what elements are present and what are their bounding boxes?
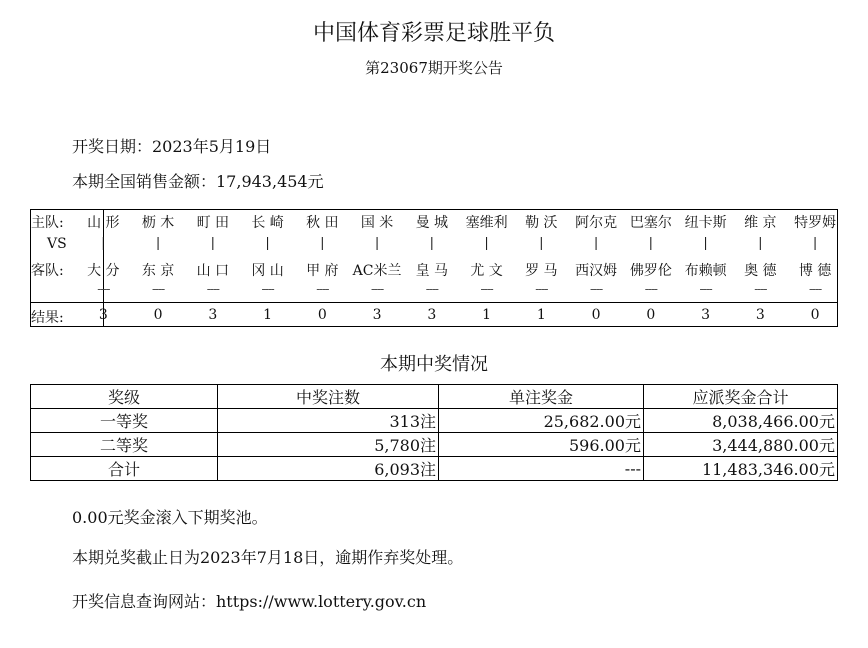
match-result: 0 (591, 307, 601, 323)
match-result: 1 (536, 307, 546, 323)
home-team: 勒 沃 (525, 215, 558, 231)
header-total-prize: 应派奖金合计 (644, 385, 838, 409)
header-level: 奖级 (31, 385, 218, 409)
home-team: 国 米 (360, 215, 394, 231)
vs-label: VS (47, 236, 67, 252)
home-team: 町 田 (196, 215, 230, 231)
vs-separator: | (429, 236, 435, 251)
vs-separator: | (210, 236, 216, 251)
match-result: 1 (482, 307, 492, 323)
away-team: 尤 文 (470, 263, 503, 279)
away-team: 甲 府 (306, 263, 339, 279)
match-result: 3 (98, 307, 108, 323)
unit-prize: 596.00元 (439, 433, 644, 457)
prize-level: 一等奖 (31, 409, 218, 433)
away-team: 大 分 (87, 263, 120, 279)
away-team: 东 京 (141, 263, 175, 279)
vs-separator: | (703, 236, 708, 251)
vs-separator: | (758, 236, 763, 251)
dash-separator: ---- (151, 282, 165, 296)
total-prize: 8,038,466.00元 (644, 409, 838, 433)
prize-header-row (31, 385, 838, 409)
vs-separator: | (374, 236, 380, 251)
away-team: 山 口 (196, 263, 230, 279)
dash-separator: ---- (754, 282, 767, 296)
match-result: 0 (810, 307, 820, 323)
vs-separator: | (101, 236, 106, 251)
page-title: 中国体育彩票足球胜平负 (312, 21, 555, 46)
dash-separator: ---- (370, 282, 384, 296)
result-row-divider (31, 302, 837, 303)
match-result: 3 (701, 307, 711, 323)
home-team: 阿尔克 (575, 215, 618, 231)
winner-count: 5,780注 (218, 433, 439, 457)
header-count: 中奖注数 (218, 385, 439, 409)
match-result: 0 (153, 307, 163, 323)
home-team: 巴塞尔 (629, 215, 672, 231)
header-unit-prize: 单注奖金 (439, 385, 644, 409)
away-team: 博 德 (798, 263, 832, 279)
winner-count: 313注 (218, 409, 439, 433)
vs-separator: | (593, 236, 599, 251)
home-team: 秋 田 (306, 215, 339, 231)
match-result: 0 (317, 307, 327, 323)
dash-separator: ---- (644, 282, 657, 296)
home-team: 长 崎 (251, 215, 284, 231)
vs-separator: | (155, 236, 161, 251)
unit-prize: 25,682.00元 (439, 409, 644, 433)
winner-count: 6,093注 (218, 457, 439, 481)
table-row (31, 457, 838, 481)
vs-separator: | (648, 236, 654, 251)
vs-separator: | (320, 236, 325, 251)
rollover-note: 0.00元奖金滚入下期奖池。 (72, 508, 268, 527)
away-team: 布赖顿 (684, 263, 727, 279)
vs-separator: | (812, 236, 818, 251)
total-prize: 3,444,880.00元 (644, 433, 838, 457)
match-result: 3 (427, 307, 437, 323)
dash-separator: ---- (206, 282, 219, 296)
dash-separator: ---- (97, 282, 110, 296)
home-team: 纽卡斯 (684, 215, 727, 231)
dash-separator: ---- (425, 282, 438, 296)
unit-prize: --- (439, 457, 644, 481)
vs-separator: | (265, 236, 270, 251)
away-team-label: 客队: (31, 263, 64, 279)
away-team: 奥 德 (744, 263, 777, 279)
prize-level: 合计 (31, 457, 218, 481)
home-team-label: 主队: (31, 215, 64, 231)
home-team: 特罗姆 (794, 215, 837, 231)
total-prize: 11,483,346.00元 (644, 457, 838, 481)
dash-separator: ---- (480, 282, 493, 296)
match-result: 3 (372, 307, 382, 323)
away-team: 皇 马 (415, 263, 449, 279)
deadline-note: 本期兑奖截止日为2023年7月18日，逾期作弃奖处理。 (72, 548, 464, 567)
away-team: 佛罗伦 (629, 263, 672, 279)
issue-subtitle: 第23067期开奖公告 (365, 59, 503, 77)
match-result: 3 (755, 307, 765, 323)
vs-separator: | (484, 236, 489, 251)
dash-separator: ---- (261, 282, 274, 296)
website-note: 开奖信息查询网站：https://www.lottery.gov.cn (72, 592, 427, 611)
dash-separator: ---- (316, 282, 329, 296)
prize-section-title: 本期中奖情况 (380, 354, 488, 375)
match-table (30, 209, 838, 327)
dash-separator: ---- (535, 282, 548, 296)
dash-separator: ---- (699, 282, 712, 296)
match-result: 1 (263, 307, 273, 323)
sales-amount: 本期全国销售金额：17,943,454元 (72, 172, 324, 191)
dash-separator: ---- (808, 282, 822, 296)
prize-level: 二等奖 (31, 433, 218, 457)
away-team: 西汉姆 (575, 263, 618, 279)
home-team: 塞维利 (465, 215, 508, 231)
table-row (31, 409, 838, 433)
match-result: 3 (208, 307, 218, 323)
home-team: 维 京 (744, 215, 777, 231)
home-team: 山 形 (87, 215, 120, 231)
home-team: 曼 城 (415, 215, 449, 231)
away-team: 罗 马 (525, 263, 558, 279)
away-team: AC米兰 (352, 263, 402, 279)
vs-separator: | (539, 236, 544, 251)
prize-table (30, 384, 838, 481)
dash-separator: ---- (589, 282, 603, 296)
table-row (31, 433, 838, 457)
away-team: 冈 山 (251, 263, 284, 279)
match-result: 0 (646, 307, 656, 323)
home-team: 枥 木 (141, 215, 175, 231)
draw-date: 开奖日期：2023年5月19日 (72, 137, 272, 156)
result-label: 结果: (31, 310, 64, 326)
